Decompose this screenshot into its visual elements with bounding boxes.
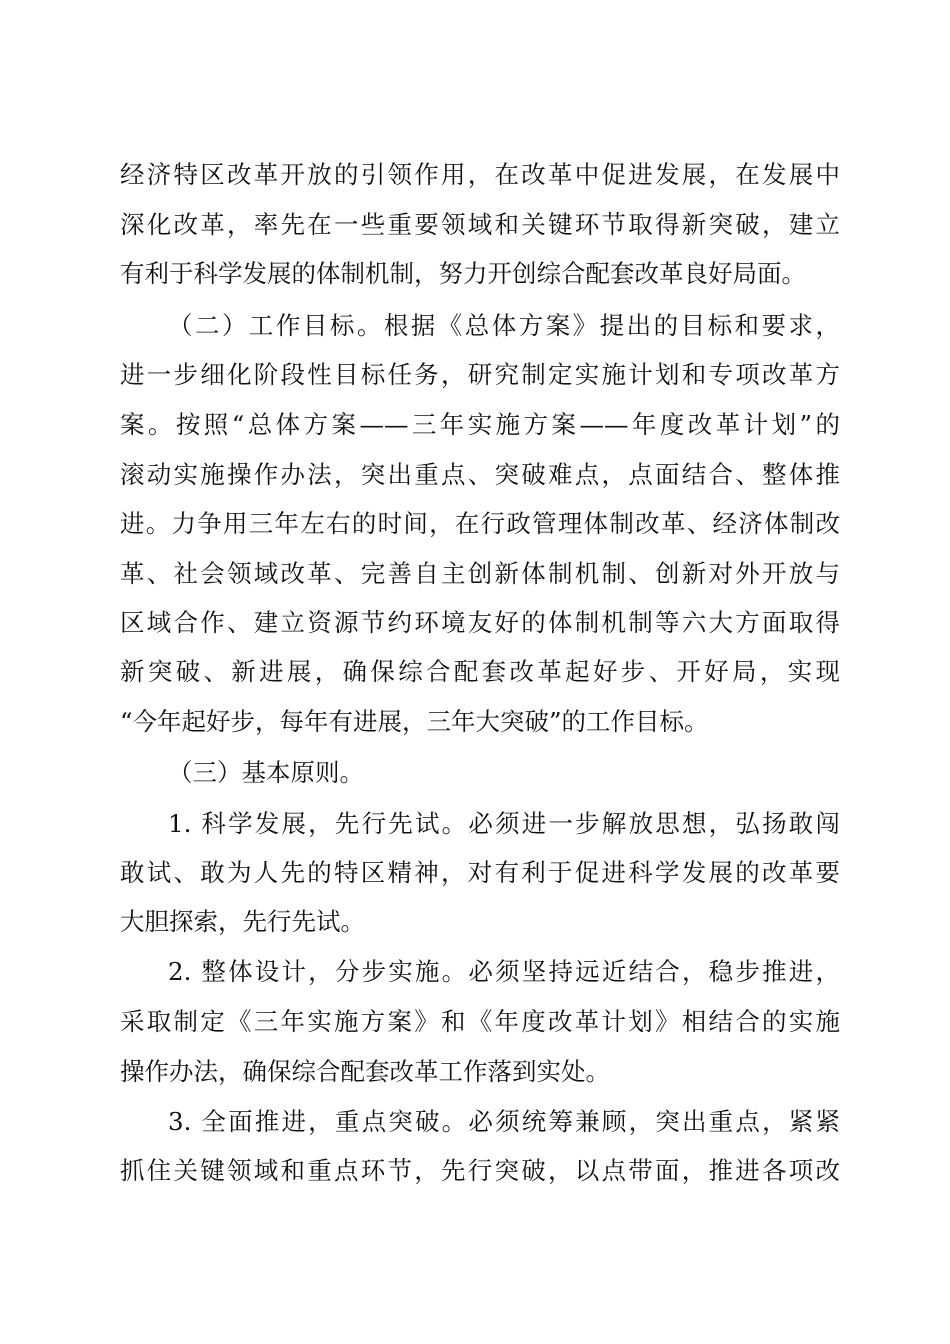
text-line: 经济特区改革开放的引领作用，在改革中促进发展，在发展中 bbox=[120, 160, 840, 189]
text-line: 抓住关键领域和重点环节，先行突破，以点带面，推进各项改 bbox=[120, 1156, 840, 1185]
principle-2-start: 2. 整体设计，分步实施。必须坚持远近结合，稳步推进， bbox=[168, 957, 840, 986]
text-line: 滚动实施操作办法，突出重点、突破难点，点面结合、整体推 bbox=[120, 460, 840, 489]
principle-3-start: 3. 全面推进，重点突破。必须统筹兼顾，突出重点，紧紧 bbox=[168, 1107, 840, 1136]
text-line: 操作办法，确保综合配套改革工作落到实处。 bbox=[120, 1057, 610, 1086]
text-line: 进一步细化阶段性目标任务，研究制定实施计划和专项改革方 bbox=[120, 360, 840, 389]
text-line: 革、社会领域改革、完善自主创新体制机制、创新对外开放与 bbox=[120, 559, 840, 588]
text-line: 深化改革，率先在一些重要领域和关键环节取得新突破，建立 bbox=[120, 210, 840, 239]
text-line: 案。按照“总体方案——三年实施方案——年度改革计划”的 bbox=[120, 410, 840, 439]
text-line: 新突破、新进展，确保综合配套改革起好步、开好局，实现 bbox=[120, 657, 840, 686]
text-line: 采取制定《三年实施方案》和《年度改革计划》相结合的实施 bbox=[120, 1007, 840, 1036]
text-line: “今年起好步，每年有进展，三年大突破”的工作目标。 bbox=[120, 707, 709, 736]
text-line: 进。力争用三年左右的时间，在行政管理体制改革、经济体制改 bbox=[120, 509, 840, 538]
section-heading-basic-principles: （三）基本原则。 bbox=[168, 758, 364, 787]
text-line: 大胆探索，先行先试。 bbox=[120, 907, 365, 936]
text-line: 区域合作、建立资源节约环境友好的体制机制等六大方面取得 bbox=[120, 608, 840, 637]
text-line: 敢试、敢为人先的特区精神，对有利于促进科学发展的改革要 bbox=[120, 858, 840, 887]
text-line: 有利于科学发展的体制机制，努力开创综合配套改革良好局面。 bbox=[120, 259, 806, 288]
principle-1-start: 1. 科学发展，先行先试。必须进一步解放思想，弘扬敢闯 bbox=[168, 809, 840, 838]
section-heading-work-goals: （二）工作目标。根据《总体方案》提出的目标和要求， bbox=[168, 311, 840, 340]
